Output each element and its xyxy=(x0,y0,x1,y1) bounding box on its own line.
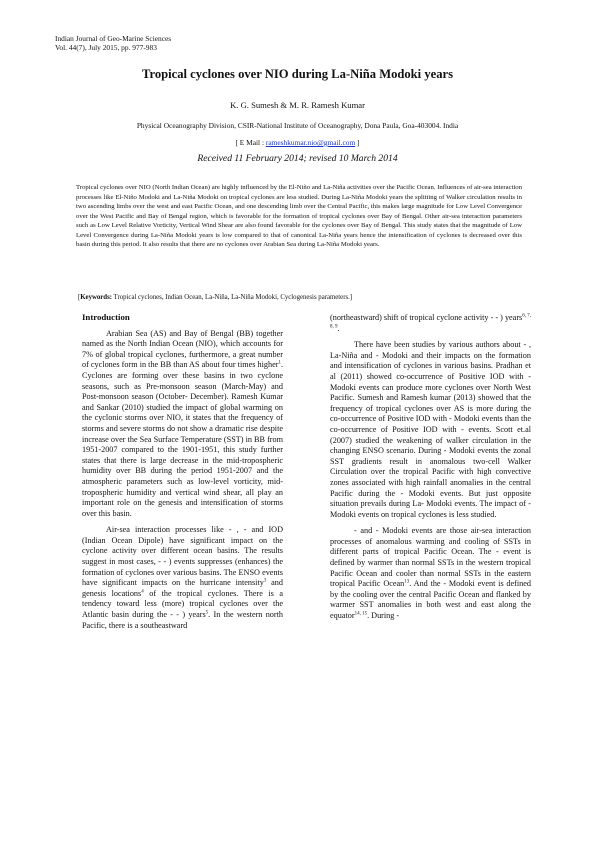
email-line xyxy=(40,138,555,147)
citation-13: 13 xyxy=(404,579,410,585)
right-paragraph-continuation xyxy=(330,313,531,334)
citation-1: 1 xyxy=(278,360,281,366)
right-column xyxy=(330,313,531,628)
right-paragraph-2 xyxy=(330,526,531,621)
intro-p2-text-c: of the tropical cyclones. There is a tendency toward less (more) tropical cyclones over the Atlantic basin during the - - ) years xyxy=(82,588,283,620)
citation-3: 3 xyxy=(263,578,267,584)
intro-paragraph-1 xyxy=(82,329,283,520)
keywords xyxy=(78,294,528,301)
intro-paragraph-2 xyxy=(82,525,283,631)
email-link[interactable]: rameshkumar.nio@gmail.com xyxy=(265,138,356,147)
right-p2-text-b: . And the - Modoki event is defined by the cooling over the central Pacific Ocean and flanked by warmer SST anomalies in both west and east along the equator xyxy=(330,579,531,621)
citation-6-9: 6, 7, 8, 9 xyxy=(330,313,531,329)
right-p0-text-b: . xyxy=(337,323,340,333)
email-prefix: [ E Mail : xyxy=(235,138,266,147)
right-paragraph-1: There have been studies by various authors about - , La-Niña and - Modoki and their impacts on the formation and intensification of cyclones in various basins. Pradhan et al (2011) showed co-occurrence of Positive IOD with - Modoki events can produce more cyclones over North West Pacific. Sumesh and Ramesh kumar (2013) showed that the frequency of tropical cyclones over AS is more during the co-occurrence of Positive IOD with - Modoki events than the co-occurrence of Positive IOD with - events. Scott et.al (2007) studied the weakening of walker circulation in the changing ENSO scenario. During - Modoki events the zonal SST gradients result in anomalous two-cell Walker Circulation over the tropical Pacific with high convective zones associated with high rainfall anomalies in the central Pacific during the - Modoki events. But just opposite situation prevails during La- Modoki events. The impact of - Modoki events on tropical cyclones is less studied. xyxy=(330,340,531,519)
paper-title: Tropical cyclones over NIO during La-Niña Modoki years xyxy=(142,67,453,81)
intro-p1-text-a: Arabian Sea (AS) and Bay of Bengal (BB) together named as the North Indian Ocean (NIO), which accounts for 7% of global tropical cyclones, furthermore, a great number of cyclones form in the BB than AS about four times higher xyxy=(82,328,283,370)
intro-p1-text-b: . Cyclones are forming over these basins in two cyclone seasons, such as Pre-monsoon season (March-May) and Post-monsoon season (October- December). Ramesh Kumar and Sankar (2010) studied the impact of global warming on the cyclonic storms over NIO, it states that the frequency of storms and severe storms do not show a dramatic rise despite increase over the Sea Surface Temperature (SST) in BB from 1951-2007 compared to the 1901-1951, this study further states that there is large decrease in the mid-tropospheric humidity over BB during the period 1951-2007 and the atmospheric parameters such as low-level vorticity, mid-tropospheric humidity and vertical wind shear, all play an important role on the genesis and intensification of storms over this basin. xyxy=(82,360,283,518)
citation-14-15: 14, 15 xyxy=(354,611,368,617)
intro-p2-text-a: Air-sea interaction processes like - , - and IOD (Indian Ocean Dipole) have significant impact on the cyclone activity over different ocean basins. The results suggest in most cases, - - ) events suppresses (enhances) the formation of cyclones over various basins. The ENSO events have significant impacts on the hurricane intensity xyxy=(82,525,283,588)
received-dates: Received 11 February 2014; revised 10 March 2014 xyxy=(197,153,398,164)
right-p2-text-c: . During - xyxy=(367,611,400,621)
citation-5: 5 xyxy=(205,610,209,616)
keywords-open-bracket: [ xyxy=(78,294,81,301)
right-p2-text-a: - and - Modoki events are those air-sea interaction processes of anomalous warming and cooling of SSTs in different parts of tropical Pacific Ocean. The - event is defined by warmer than normal SSTs in the western tropical Pacific Ocean and cooler than normal SSTs in the eastern tropical Pacific Ocean xyxy=(330,526,531,589)
keywords-label: Keywords: xyxy=(80,294,112,301)
intro-p2-text-b: and genesis locations xyxy=(82,578,283,598)
email-suffix: ] xyxy=(355,138,360,147)
journal-name: Indian Journal of Geo-Marine Sciences xyxy=(55,34,172,43)
keywords-text: Tropical cyclones, Indian Ocean, La-Niña, La-Niña Modoki, Cyclogenesis parameters.] xyxy=(111,294,353,301)
left-column xyxy=(82,312,283,637)
journal-issue: Vol. 44(7), July 2015, pp. 977-983 xyxy=(55,43,157,52)
abstract: Tropical cyclones over NIO (North Indian Ocean) are highly influenced by the El-Niño and La-Niña activities over the Pacific Ocean. Influences of air-sea interaction processes like El-Niño Modoki and La-Niña Modoki on tropical cyclones are less studied. During La-Niña Modoki years the splitting of Walker circulation results in two ascending limbs over the west and east Pacific Ocean, and one descending limb over the Central Pacific, this makes large magnitude for Low Level Convergence over the West Pacific and Bay of Bengal region, which is favorable for the formation of tropical cyclones over Bay of Bengal. Other air-sea interaction parameters such as Low Level Relative Vorticity, Vertical Wind Shear are also found favorable for the cyclones over Bay of Bengal. This study states that the magnitude of Low Level Convergence during La-Niña Modoki years is low compared to that of canonical La-Niña years hence the intensification of cyclones is decreased over this basin during this period. It also results that there are no cyclones over Arabian Sea during La-Niña Modoki years. xyxy=(76,184,522,248)
right-p0-text-a: (northeastward) shift of tropical cyclone activity - - ) years xyxy=(330,313,523,322)
paper-authors: K. G. Sumesh & M. R. Ramesh Kumar xyxy=(230,100,365,110)
citation-4: 4 xyxy=(141,589,144,595)
intro-p2-text-d: . In the western north Pacific, there is a southeastward xyxy=(82,610,283,630)
section-heading-introduction: Introduction xyxy=(82,312,130,322)
affiliation: Physical Oceanography Division, CSIR-National Institute of Oceanography, Dona Paula, Goa-403004. India xyxy=(136,121,459,130)
journal-header xyxy=(55,34,171,52)
